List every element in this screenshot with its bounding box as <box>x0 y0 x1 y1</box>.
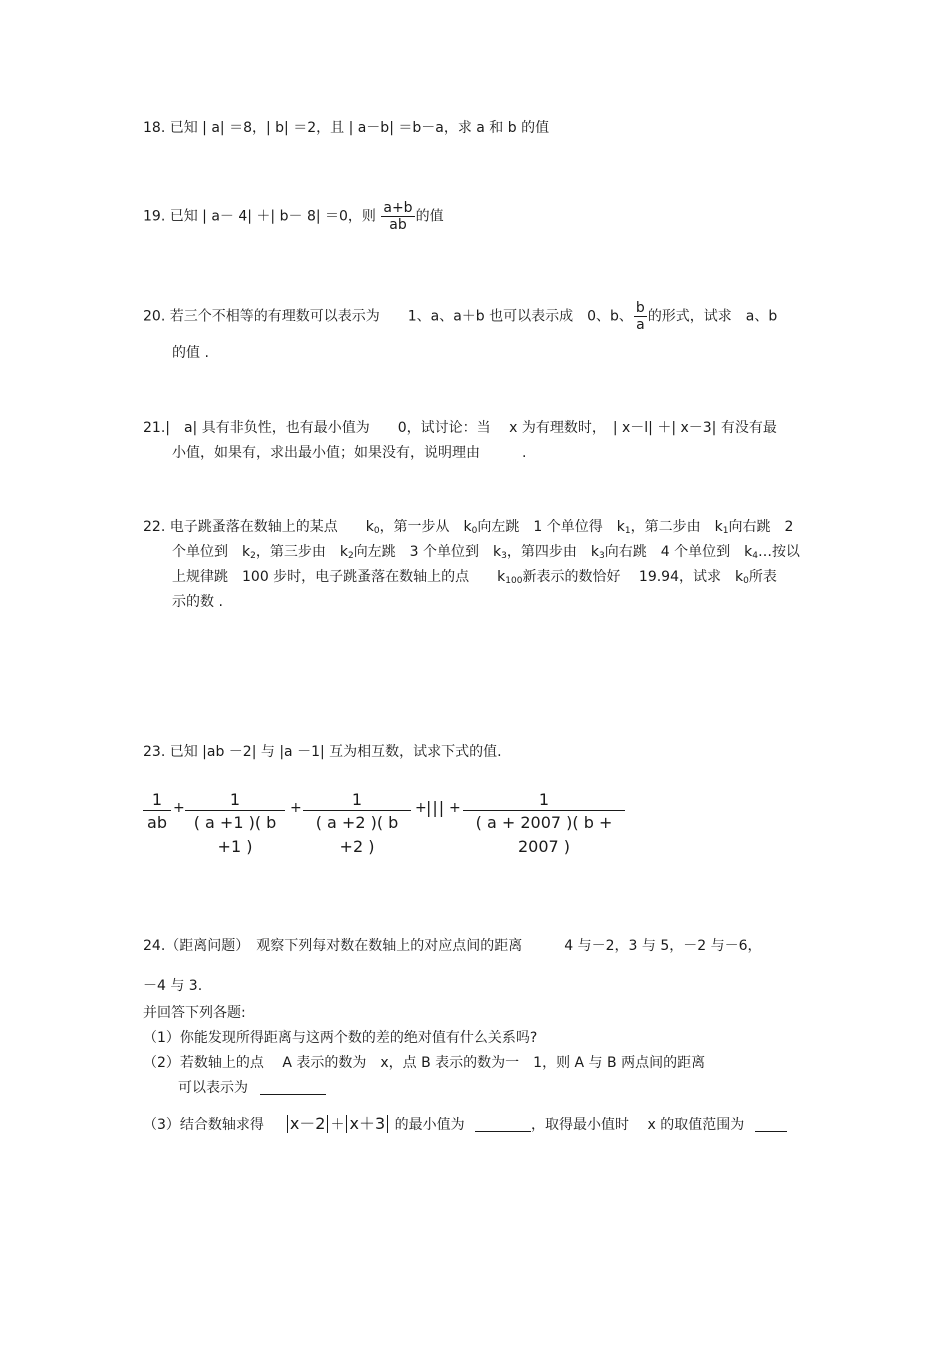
text: ，第一步从 k <box>379 519 472 535</box>
problem-22-line3 <box>172 567 777 591</box>
problem-24-line3-text: 并回答下列各题: <box>143 1005 246 1021</box>
fraction-2 <box>185 790 285 856</box>
problem-24-line2 <box>143 976 202 996</box>
text: 向左跳 1 个单位得 k <box>477 519 625 535</box>
problem-24-line2-text: －4 与 3. <box>143 978 203 994</box>
problem-19-pre: 19. 已知 | a－ 4| ＋| b－ 8| ＝0，则 <box>143 208 376 225</box>
ellipsis-bars: ||| <box>426 798 446 817</box>
text: 新表示的数恰好 19.94，试求 k <box>522 569 744 585</box>
question-1-text: （1）你能发现所得距离与这两个数的差的绝对值有什么关系吗? <box>143 1030 538 1046</box>
subscript: 3 <box>599 551 605 561</box>
question-3-range-label: ，取得最小值时 x 的取值范围为 <box>531 1117 745 1133</box>
problem-21-line1 <box>143 418 777 438</box>
fraction-denominator: ab <box>381 216 414 233</box>
text: 向左跳 3 个单位到 k <box>353 544 502 560</box>
subscript: 3 <box>501 551 507 561</box>
abs-bar <box>346 1115 347 1133</box>
problem-20-post: 的形式，试求 a、b <box>647 308 778 325</box>
subscript: 4 <box>752 551 758 561</box>
problem-20-fraction <box>634 300 647 333</box>
problem-24-line1 <box>143 936 762 956</box>
problem-20-line2-text: 的值 . <box>172 345 209 361</box>
problem-18-text: 18. 已知 | a| ＝8，| b| ＝2，且 | a－b| ＝b－a，求 a 和 b 的值 <box>143 120 550 136</box>
plus-sign: ＋ <box>330 1117 345 1133</box>
subscript: 0 <box>373 526 380 536</box>
fraction-3 <box>303 790 411 856</box>
plus-sign: + <box>290 800 302 816</box>
problem-23 <box>143 742 502 762</box>
abs-bar <box>287 1115 288 1133</box>
subscript: 0 <box>743 576 749 586</box>
problem-24-q2-line2 <box>178 1078 326 1098</box>
fraction-4 <box>463 790 625 856</box>
fraction-denominator: ab <box>143 810 171 835</box>
text: 个单位到 k <box>172 544 251 560</box>
text: 向右跳 4 个单位到 k <box>604 544 753 560</box>
subscript: 2 <box>250 551 256 561</box>
answer-blank-range[interactable] <box>755 1117 787 1132</box>
answer-blank-min[interactable] <box>475 1117 531 1132</box>
plus-sign: + <box>173 800 185 816</box>
problem-22-line2 <box>172 542 800 566</box>
text: 示的数 . <box>172 594 223 610</box>
text: 22. 电子跳蚤落在数轴上的某点 k <box>143 519 374 535</box>
problem-19 <box>143 200 444 233</box>
problem-24-q1 <box>143 1028 537 1048</box>
fraction-denominator: ( a +1 )( b +1 ) <box>185 810 285 835</box>
fraction-denominator: a <box>634 316 647 333</box>
subscript: 100 <box>505 576 523 586</box>
subscript: 0 <box>471 526 478 536</box>
fraction-numerator: 1 <box>538 790 550 809</box>
fraction-numerator: 1 <box>151 790 163 809</box>
fraction-numerator: a+b <box>383 200 413 216</box>
fraction-numerator: b <box>635 300 645 316</box>
text: ，第四步由 k <box>506 544 599 560</box>
text: 所表 <box>748 569 777 585</box>
problem-24-q2 <box>143 1053 705 1073</box>
problem-23-expression <box>143 790 643 856</box>
problem-20-line2 <box>172 343 209 363</box>
abs-expression-2: x＋3 <box>349 1114 386 1133</box>
fraction-numerator: 1 <box>351 790 363 809</box>
problem-23-text: 23. 已知 |ab －2| 与 |a －1| 互为相互数，试求下式的值. <box>143 744 502 760</box>
answer-blank[interactable] <box>260 1080 326 1095</box>
problem-21-line2-text: 小值，如果有，求出最小值；如果没有，说明理由 . <box>172 445 527 461</box>
text: …按以 <box>757 544 800 560</box>
problem-18 <box>143 118 549 138</box>
problem-22-line1 <box>143 517 793 541</box>
abs-bar <box>387 1115 388 1133</box>
problem-20-pre: 20. 若三个不相等的有理数可以表示为 1、a、a＋b 也可以表示成 0、b、 <box>143 308 633 325</box>
subscript: 1 <box>624 526 631 536</box>
fraction-denominator: ( a +2 )( b +2 ) <box>303 810 411 835</box>
problem-19-post: 的值 <box>415 208 444 225</box>
problem-24-line1-text: 24.（距离问题） 观察下列每对数在数轴上的对应点间的距离 4 与－2，3 与 5，－2 与－6， <box>143 938 762 954</box>
subscript: 1 <box>722 526 729 536</box>
problem-21-line2 <box>172 443 526 463</box>
plus-sign: + <box>415 800 427 816</box>
problem-19-fraction <box>381 200 414 233</box>
question-3-min-label: 的最小值为 <box>394 1117 465 1133</box>
abs-bar <box>327 1115 328 1133</box>
fraction-1 <box>143 790 171 835</box>
text: ，第三步由 k <box>255 544 348 560</box>
abs-expression-1: x－2 <box>289 1114 326 1133</box>
problem-24-q3 <box>143 1114 787 1135</box>
fraction-denominator: ( a + 2007 )( b + 2007 ) <box>463 810 625 835</box>
plus-sign: + <box>449 800 461 816</box>
question-2-text: （2）若数轴上的点 A 表示的数为 x，点 B 表示的数为一 1，则 A 与 B 两点间的距离 <box>143 1055 706 1071</box>
question-2-answer-prompt: 可以表示为 <box>178 1080 248 1096</box>
text: 向右跳 2 <box>728 519 794 535</box>
text: ，第二步由 k <box>630 519 723 535</box>
problem-24-line3 <box>143 1003 246 1023</box>
problem-20 <box>143 300 777 333</box>
subscript: 2 <box>347 551 354 561</box>
fraction-numerator: 1 <box>229 790 241 809</box>
question-3-text: （3）结合数轴求得 <box>143 1117 264 1133</box>
problem-21-line1-text: 21.| a| 具有非负性，也有最小值为 0，试讨论：当 x 为有理数时， | x－l| ＋| x－3| 有没有最 <box>143 420 777 436</box>
text: 上规律跳 100 步时，电子跳蚤落在数轴上的点 k <box>172 569 506 585</box>
problem-22-line4 <box>172 592 223 612</box>
